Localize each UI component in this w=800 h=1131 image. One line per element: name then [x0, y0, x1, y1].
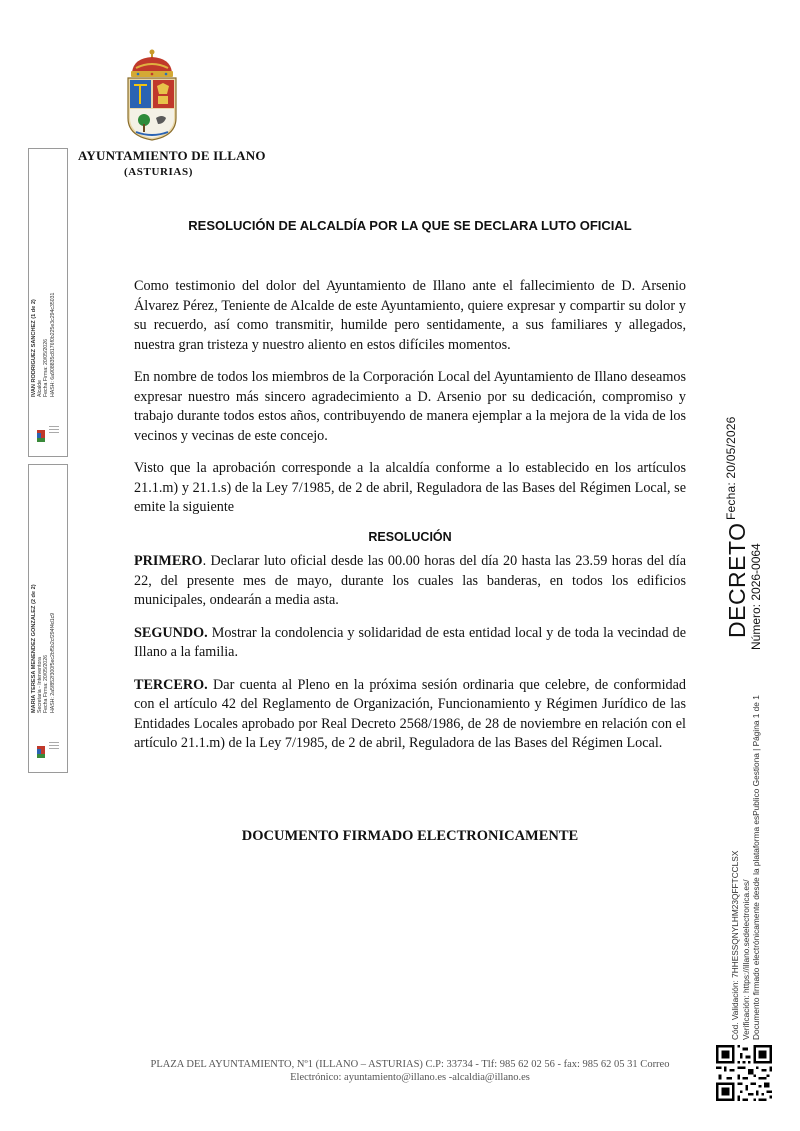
- body-paragraph: En nombre de todos los miembros de la Corporación Local del Ayuntamiento de Illano deseamos expresar nuestro más sincero agradecimiento a D. Arsenio por su dedicación, compromiso y trabajo durante todos estos años, contribuyendo de manera ejemplar a la mejora de la vida de los vecinos y vecinas de este concejo.: [134, 369, 686, 444]
- footer-contact: Electrónico: ayuntamiento@illano.es -alcaldia@illano.es: [290, 1072, 530, 1083]
- resolution-heading: RESOLUCIÓN: [368, 529, 452, 544]
- resolution-text: Dar cuenta al Pleno en la próxima sesión ordinaria que celebre, de conformidad con el artículo 42 del Reglamento de Organización, Funcionamiento y Régimen Jurídico de las Entidades Locales aprobado por Real Decreto 2568/1986, de 28 de noviembre en relación con el artículo 21.1.m) de la Ley 7/1985, de 2 de abril, Reguladora de las Bases del Régimen Local.: [134, 676, 686, 751]
- resolution-text: Mostrar la condolencia y solidaridad de esta entidad local y de toda la vecindad de Illano a la familia.: [134, 624, 686, 660]
- document-title: RESOLUCIÓN DE ALCALDÍA POR LA QUE SE DECLARA LUTO OFICIAL: [188, 218, 632, 233]
- signer-name: IVAN RODRIGUEZ SANCHEZ (1 de 2): [31, 299, 37, 397]
- platform-page-note: Documento firmado electrónicamente desde la plataforma esPublico Gestiona | Página 1 de 1: [751, 695, 761, 1040]
- signed-electronically-note: DOCUMENTO FIRMADO ELECTRONICAMENTE: [241, 828, 579, 844]
- resolution-item-segundo: [134, 624, 686, 663]
- signature-box-2: [28, 464, 68, 773]
- organization-region: (ASTURIAS): [124, 166, 193, 178]
- resolution-label: SEGUNDO.: [134, 624, 208, 641]
- signature-seal-icon: [37, 746, 45, 758]
- qr-code-icon: [716, 1045, 772, 1101]
- signature-hash: HASH: 2a5f852f300f5ec2bf5b2cf294f4d1c9: [49, 612, 56, 713]
- signer-role: Alcalde: [37, 379, 44, 397]
- footer-address: PLAZA DEL AYUNTAMIENTO, Nº1 (ILLANO – ASTURIAS) C.P: 33734 - Tlf: 985 62 02 56 - fax: 985 62 05 31 Correo: [150, 1059, 670, 1070]
- decree-date: Fecha: 20/05/2026: [724, 416, 738, 520]
- document-body: [134, 277, 686, 767]
- resolution-item-primero: [134, 552, 686, 611]
- municipal-crest-logo: [122, 48, 182, 142]
- decree-number: Número: 2026-0064: [749, 543, 763, 650]
- resolution-label-sep: .: [202, 553, 207, 569]
- verification-url[interactable]: Verificación: https://illano.sedelectronica.es/: [740, 879, 751, 1040]
- validation-code: Cód. Validación: 7HHESSQNYLHM23QFFTCCLSX: [730, 850, 740, 1040]
- decree-word: DECRETO: [724, 522, 750, 638]
- signature-mark: [49, 424, 59, 446]
- signature-hash: HASH: 6a908835c8176f0b225e3c294c35031: [49, 292, 56, 397]
- resolution-label: TERCERO.: [134, 676, 208, 693]
- signature-seal-icon: [37, 430, 45, 442]
- signer-role: Secretaria - Interventora: [37, 657, 44, 713]
- resolution-text: Declarar luto oficial desde las 00.00 horas del día 20 hasta las 23.59 horas del día 22, del presente mes de mayo, durante los cuales las banderas, en todos los edificios municipales, ondearán a media asta.: [134, 553, 686, 608]
- signer-name: MARIA TERESA MENENDEZ GONZALEZ (2 de 2): [31, 584, 37, 713]
- signature-date: Fecha Firma: 20/05/2026: [43, 339, 50, 397]
- body-paragraph: Visto que la aprobación corresponde a la alcaldía conforme a lo establecido en los artículos 21.1.m) y 21.1.s) de la Ley 7/1985, de 2 de abril, Reguladora de las Bases del Régimen Local, se emite la siguiente: [134, 460, 686, 515]
- page-footer: [120, 1058, 700, 1084]
- organization-name: AYUNTAMIENTO DE ILLANO: [78, 148, 266, 163]
- decree-number-stamp: [748, 410, 768, 650]
- intro-paragraph: Como testimonio del dolor del Ayuntamiento de Illano ante el fallecimiento de D. Arsenio Álvarez Pérez, Teniente de Alcalde de este Ayuntamiento, quiere expresar y compartir su dolor y su recuerdo, así como transmitir, humilde pero sentidamente, a sus familiares y allegados, nuestra gran tristeza y nuestro aliento en estos difíciles momentos.: [134, 278, 686, 353]
- resolution-label: PRIMERO: [134, 553, 203, 569]
- signature-date: Fecha Firma: 20/05/2026: [43, 655, 50, 713]
- resolution-item-tercero: [134, 676, 686, 754]
- verification-block: [730, 695, 780, 1040]
- signature-box-1: [28, 148, 68, 457]
- signature-mark: [49, 740, 59, 762]
